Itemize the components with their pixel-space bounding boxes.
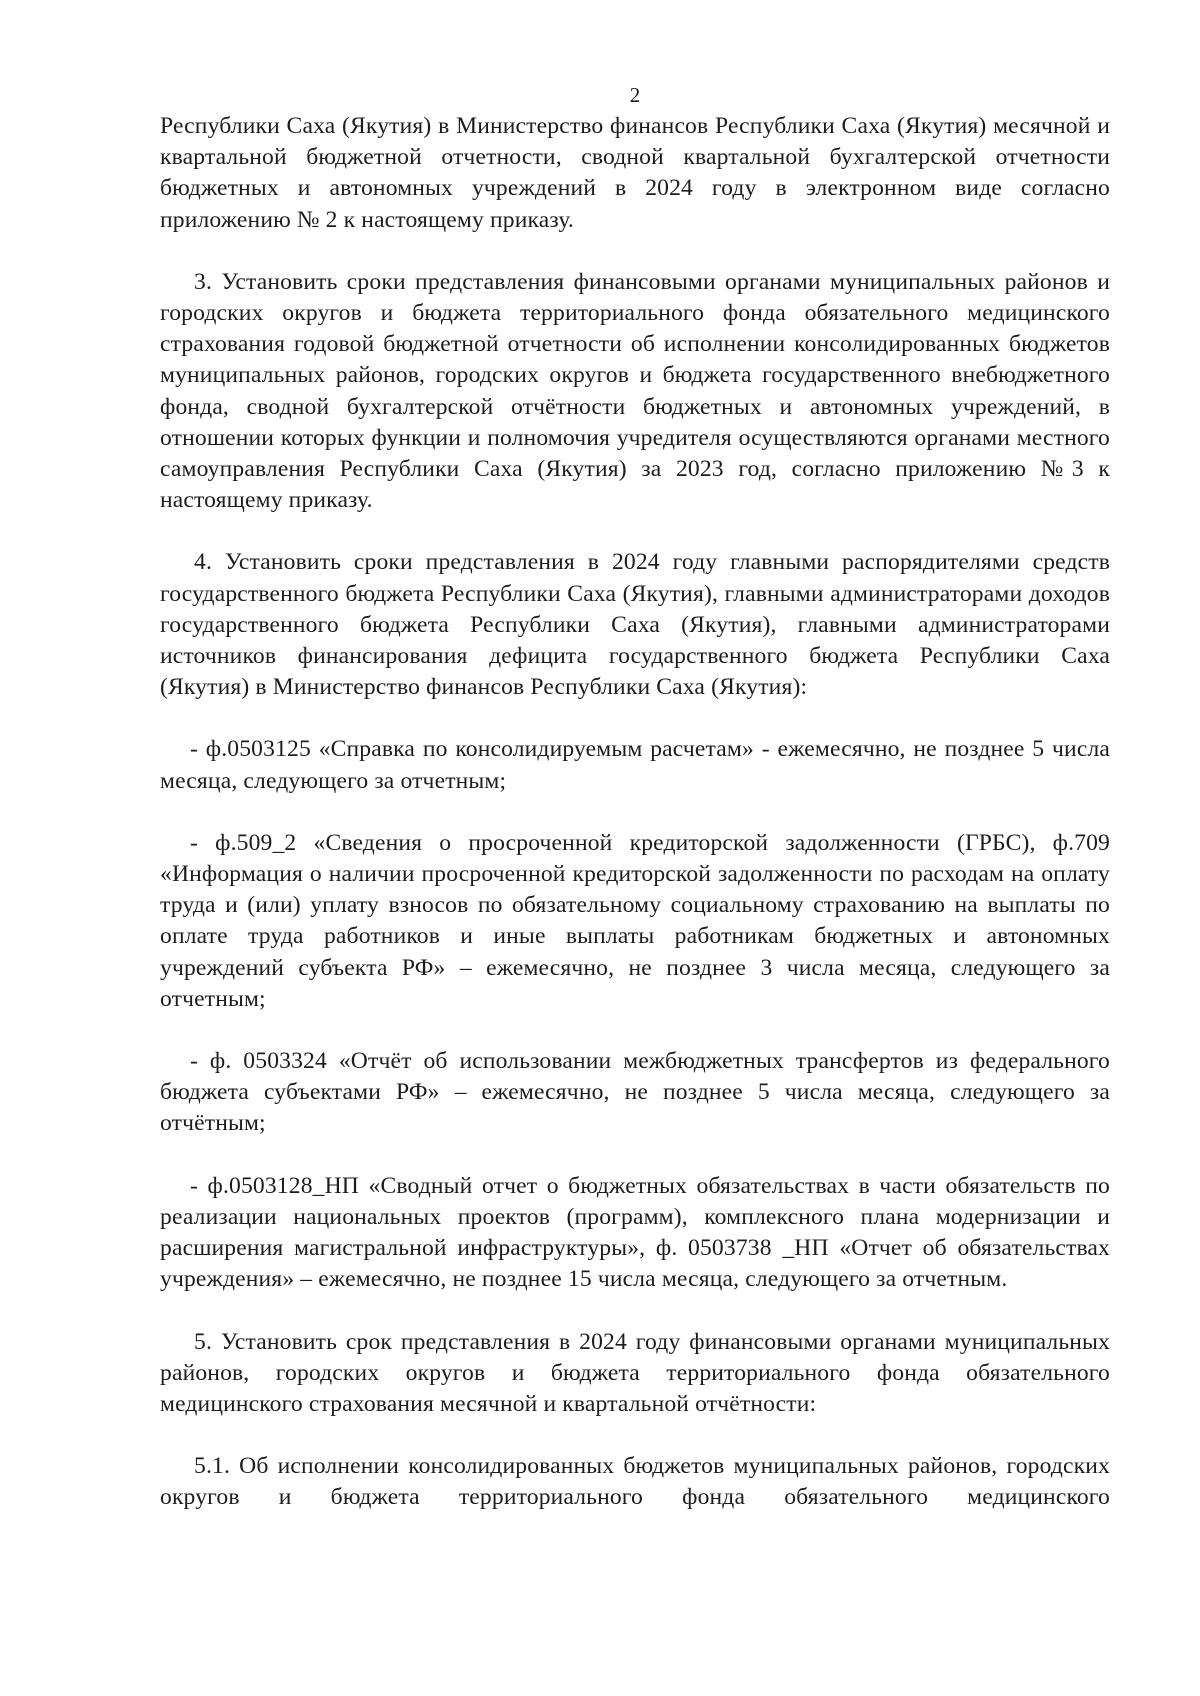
list-item-form-0503125: - ф.0503125 «Справка по консолидируемым расчетам» - ежемесячно, не позднее 5 числа месяца, следующего за отчетным; xyxy=(160,736,1110,794)
list-item-form-0503324: - ф. 0503324 «Отчёт об использовании межбюджетных трансфертов из федерального бюджета субъектами РФ» – ежемесячно, не позднее 5 числа месяца, следующего за отчётным; xyxy=(160,1048,1110,1137)
paragraph-spacer xyxy=(160,1140,1110,1171)
paragraph-spacer xyxy=(160,797,1110,828)
paragraph-item-4: 4. Установить сроки представления в 2024 году главными распорядителями средств государственного бюджета Республики Саха (Якутия), главными администраторами доходов государственного бюджета Республики Саха (Якутия), главными администраторами источников финансирования дефицита государственного бюджета Республики Саха (Якутия) в Министерство финансов Республики Саха (Якутия): xyxy=(160,549,1110,701)
paragraph-spacer xyxy=(160,703,1110,734)
paragraph-spacer xyxy=(160,1296,1110,1327)
paragraph-item-5: 5. Установить срок представления в 2024 году финансовыми органами муниципальных районов, городских округов и бюджета территориального фонда обязательного медицинского страхования месячной и квартальной отчётности: xyxy=(160,1328,1110,1417)
list-item-form-0503128-np: - ф.0503128_НП «Сводный отчет о бюджетных обязательствах в части обязательств по реализации национальных проектов (программ), комплексного плана модернизации и расширения магистральной инфраструктуры», ф. 0503738 _НП «Отчет об обязательствах учреждения» – ежемесячно, не позднее 15 числа месяца, следующего за отчетным. xyxy=(160,1172,1110,1293)
paragraph-spacer xyxy=(160,1015,1110,1046)
page-number: 2 xyxy=(629,83,641,107)
paragraph-continuation: Республики Саха (Якутия) в Министерство финансов Республики Саха (Якутия) месячной и квартальной бюджетной отчетности, сводной квартальной бухгалтерской отчетности бюджетных и автономных учреждений в 2024 году в электронном виде согласно приложению № 2 к настоящему приказу. xyxy=(160,113,1110,233)
paragraph-item-3: 3. Установить сроки представления финансовыми органами муниципальных районов и городских округов и бюджета территориального фонда обязательного медицинского страхования годовой бюджетной отчетности об исполнении консолидированных бюджетов муниципальных районов, городских округов и бюджета государственного внебюджетного фонда, сводной бухгалтерской отчётности бюджетных и автономных учреждений, в отношении которых функции и полномочия учредителя осуществляются органами местного самоуправления Республики Саха (Якутия) за 2023 год, согласно приложению №3 к настоящему приказу. xyxy=(160,268,1110,514)
paragraph-spacer xyxy=(160,1420,1110,1451)
paragraph-spacer xyxy=(160,516,1110,547)
paragraph-spacer xyxy=(160,236,1110,267)
document-body xyxy=(160,111,1110,1514)
paragraph-item-5-1: 5.1. Об исполнении консолидированных бюджетов муниципальных районов, городских округов и бюджета территориального фонда обязательного медицинского xyxy=(160,1453,1110,1511)
list-item-form-509-2: - ф.509_2 «Сведения о просроченной кредиторской задолженности (ГРБС), ф.709 «Информация о наличии просроченной кредиторской задолженности по расходам на оплату труда и (или) уплату взносов по обязательному социальному страхованию на выплаты по оплате труда работников и иные выплаты работникам бюджетных и автономных учреждений субъекта РФ» – ежемесячно, не позднее 3 числа месяца, следующего за отчетным; xyxy=(160,829,1110,1012)
